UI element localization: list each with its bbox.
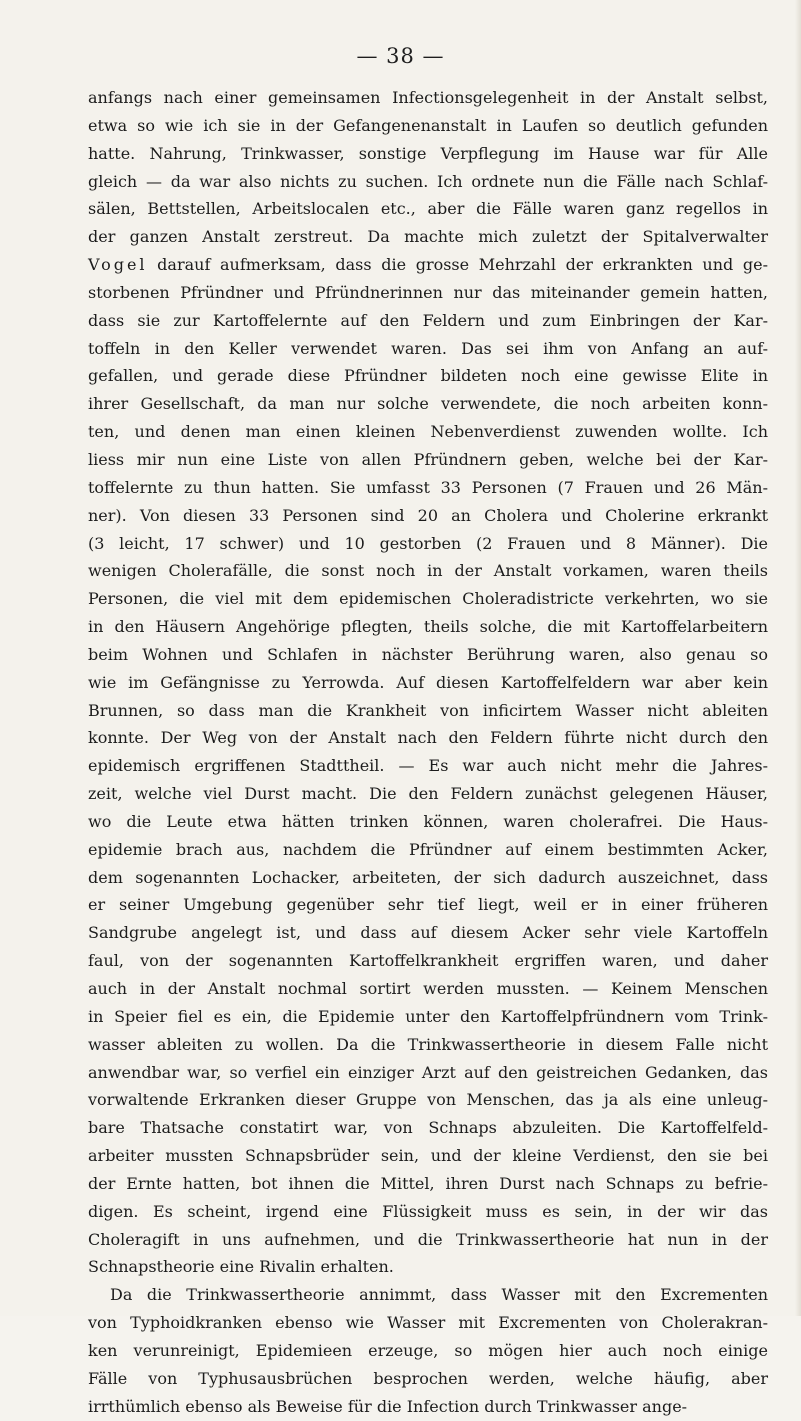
text-line: bare Thatsache constatirt war, von Schnaps abzuleiten. Die Kartoffelfeld-	[88, 1118, 768, 1138]
text-line: epidemie brach aus, nachdem die Pfründner auf einem bestimmten Acker,	[88, 839, 768, 859]
body-text	[88, 84, 768, 1421]
page-edge-shadow	[795, 0, 801, 1316]
text-line: liess mir nun eine Liste von allen Pfründnern geben, welche bei der Kar-	[88, 449, 768, 469]
text-line: konnte. Der Weg von der Anstalt nach den Feldern führte nicht durch den	[88, 728, 768, 748]
text-line: storbenen Pfründner und Pfründnerinnen nur das miteinander gemein hatten,	[88, 282, 768, 302]
text-line: von Typhoidkranken ebenso wie Wasser mit Excrementen von Cholerakran-	[88, 1313, 768, 1333]
text-line: (3 leicht, 17 schwer) und 10 gestorben (2 Frauen und 8 Männer). Die	[88, 533, 768, 553]
page-number: — 38 —	[356, 44, 445, 68]
text-line: Personen, die viel mit dem epidemischen Choleradistricte verkehrten, wo sie	[88, 589, 768, 609]
text-line: gefallen, und gerade diese Pfründner bildeten noch eine gewisse Elite in	[88, 366, 768, 386]
text-line: in Speier fiel es ein, die Epidemie unter den Kartoffelpfründnern vom Trink-	[88, 1006, 768, 1026]
text-line: wo die Leute etwa hätten trinken können, waren cholerafrei. Die Haus-	[88, 811, 768, 831]
text-line: sälen, Bettstellen, Arbeitslocalen etc., aber die Fälle waren ganz regellos in	[88, 199, 768, 219]
text-line: vorwaltende Erkranken dieser Gruppe von Menschen, das ja als eine unleug-	[88, 1090, 768, 1110]
text-line: wie im Gefängnisse zu Yerrowda. Auf diesen Kartoffelfeldern war aber kein	[88, 672, 768, 692]
text-line: Da die Trinkwassertheorie annimmt, dass Wasser mit den Excrementen	[110, 1285, 768, 1305]
text-line: ner). Von diesen 33 Personen sind 20 an Cholera und Cholerine erkrankt	[88, 505, 768, 525]
text-line: zeit, welche viel Durst macht. Die den Feldern zunächst gelegenen Häuser,	[88, 784, 768, 804]
text-line: arbeiter mussten Schnapsbrüder sein, und der kleine Verdienst, den sie bei	[88, 1146, 768, 1166]
text-line: Brunnen, so dass man die Krankheit von inficirtem Wasser nicht ableiten	[88, 700, 768, 720]
text-line: anwendbar war, so verfiel ein einziger Arzt auf den geistreichen Gedanken, das	[88, 1062, 768, 1082]
text-line: in den Häusern Angehörige pflegten, theils solche, die mit Kartoffelarbeitern	[88, 617, 768, 637]
text-line: Schnapstheorie eine Rivalin erhalten.	[88, 1257, 394, 1277]
text-line: epidemisch ergriffenen Stadttheil. — Es war auch nicht mehr die Jahres-	[88, 756, 768, 776]
text-line: toffelernte zu thun hatten. Sie umfasst 33 Personen (7 Frauen und 26 Män-	[88, 477, 768, 497]
text-line: der ganzen Anstalt zerstreut. Da machte mich zuletzt der Spitalverwalter	[88, 227, 768, 247]
text-line: wasser ableiten zu wollen. Da die Trinkwassertheorie in diesem Falle nicht	[88, 1034, 768, 1054]
text-line: faul, von der sogenannten Kartoffelkrankheit ergriffen waren, und daher	[88, 951, 768, 971]
text-line: hatte. Nahrung, Trinkwasser, sonstige Verpflegung im Hause war für Alle	[88, 143, 768, 163]
text-line: etwa so wie ich sie in der Gefangenenanstalt in Laufen so deutlich gefunden	[88, 115, 768, 135]
text-line: dem sogenannten Lochacker, arbeiteten, der sich dadurch auszeichnet, dass	[88, 867, 768, 887]
text-line: ten, und denen man einen kleinen Nebenverdienst zuwenden wollte. Ich	[88, 422, 768, 442]
text-line: digen. Es scheint, irgend eine Flüssigkeit muss es sein, in der wir das	[88, 1201, 768, 1221]
text-line: der Ernte hatten, bot ihnen die Mittel, ihren Durst nach Schnaps zu befrie-	[88, 1173, 768, 1193]
text-line: toffeln in den Keller verwendet waren. Das sei ihm von Anfang an auf-	[88, 338, 768, 358]
text-line: er seiner Umgebung gegenüber sehr tief liegt, weil er in einer früheren	[88, 895, 768, 915]
text-line: gleich — da war also nichts zu suchen. Ich ordnete nun die Fälle nach Schlaf-	[88, 171, 768, 191]
text-line: beim Wohnen und Schlafen in nächster Berührung waren, also genau so	[88, 644, 768, 664]
text-line: anfangs nach einer gemeinsamen Infectionsgelegenheit in der Anstalt selbst,	[88, 88, 768, 107]
text-line: dass sie zur Kartoffelernte auf den Feldern und zum Einbringen der Kar-	[88, 310, 768, 330]
text-line: Fälle von Typhusausbrüchen besprochen werden, welche häufig, aber	[88, 1368, 768, 1388]
text-line: ihrer Gesellschaft, da man nur solche verwendete, die noch arbeiten konn-	[88, 394, 768, 414]
text-line: ken verunreinigt, Epidemieen erzeuge, so mögen hier auch noch einige	[88, 1340, 768, 1360]
text-line: Choleragift in uns aufnehmen, und die Trinkwassertheorie hat nun in der	[88, 1229, 768, 1249]
text-line: auch in der Anstalt nochmal sortirt werden mussten. — Keinem Menschen	[88, 979, 768, 998]
text-line: irrthümlich ebenso als Beweise für die Infection durch Trinkwasser ange-	[88, 1396, 688, 1416]
text-line: Sandgrube angelegt ist, und dass auf diesem Acker sehr viele Kartoffeln	[88, 923, 768, 943]
text-line: Vogel darauf aufmerksam, dass die grosse Mehrzahl der erkrankten und ge-	[88, 255, 768, 275]
text-line: wenigen Cholerafälle, die sonst noch in der Anstalt vorkamen, waren theils	[88, 561, 768, 581]
